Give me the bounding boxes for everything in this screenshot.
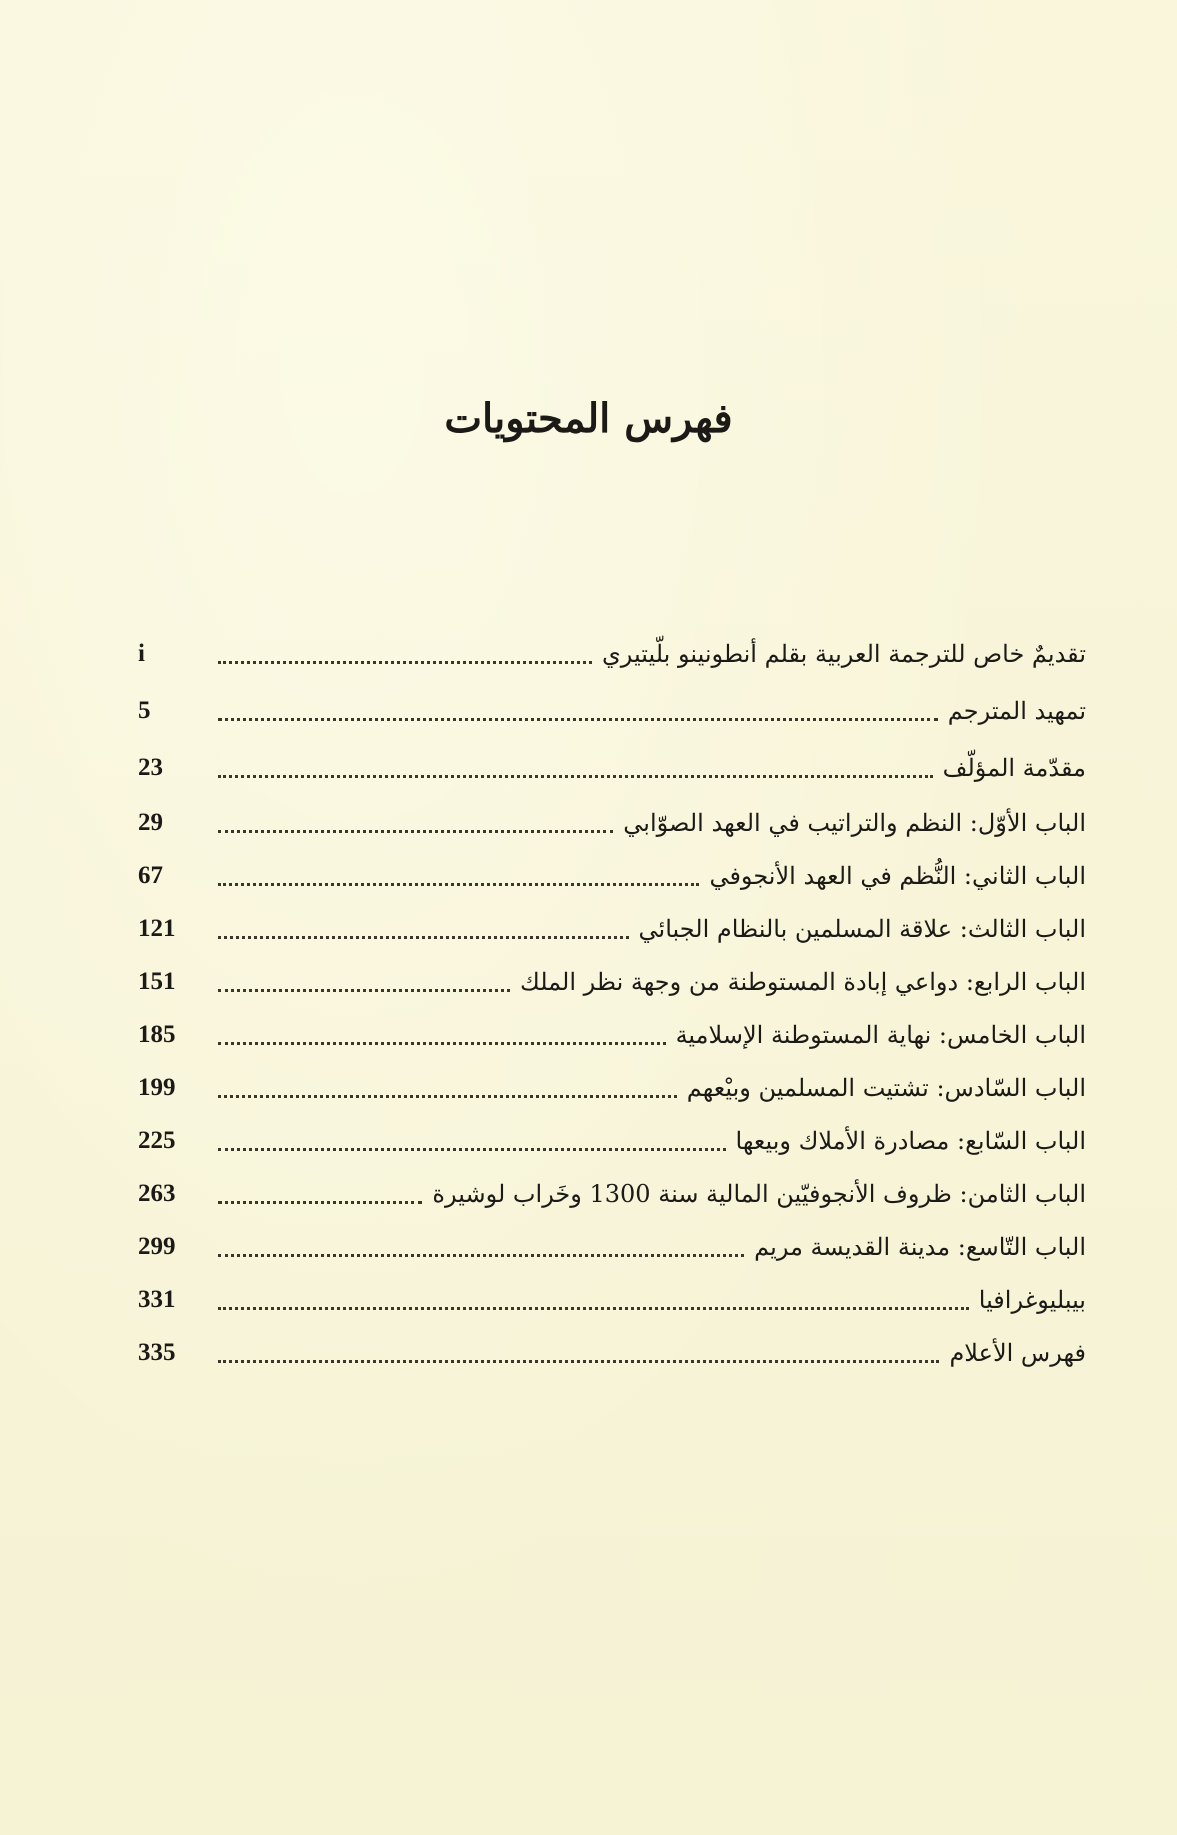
dot-leader xyxy=(218,830,613,833)
toc-entry-label: الباب الثالث: علاقة المسلمين بالنظام الجبائي xyxy=(638,914,1086,943)
toc-page-number: i xyxy=(138,639,145,667)
table-of-contents xyxy=(138,625,1086,1379)
dot-leader xyxy=(218,1307,969,1310)
toc-page-number: 299 xyxy=(138,1232,176,1260)
dot-leader xyxy=(218,1095,677,1098)
dot-leader xyxy=(218,1042,666,1045)
toc-page-number: 29 xyxy=(138,808,163,836)
toc-page-number: 67 xyxy=(138,861,163,889)
toc-entry-label: تمهيد المترجم xyxy=(947,696,1086,725)
toc-page-number: 331 xyxy=(138,1285,176,1313)
toc-entry xyxy=(138,1008,1086,1061)
toc-entry-label: الباب السّابع: مصادرة الأملاك وبيعها xyxy=(735,1126,1086,1155)
toc-entry-label: الباب الثامن: ظروف الأنجوفيّين المالية سنة 1300 وخَراب لوشيرة xyxy=(432,1179,1086,1208)
toc-entry-label: الباب التّاسع: مدينة القديسة مريم xyxy=(754,1232,1086,1261)
toc-entry xyxy=(138,955,1086,1008)
toc-entry-label: تقديمٌ خاص للترجمة العربية بقلم أنطونينو بلّيتيري xyxy=(601,639,1086,668)
toc-page-number: 23 xyxy=(138,753,163,781)
toc-page-number: 151 xyxy=(138,967,176,995)
toc-entry xyxy=(138,739,1086,796)
toc-entry xyxy=(138,902,1086,955)
dot-leader xyxy=(218,883,699,886)
toc-entry xyxy=(138,1167,1086,1220)
toc-entry xyxy=(138,1220,1086,1273)
toc-entry-label: الباب الأوّل: النظم والتراتيب في العهد الصوّابي xyxy=(623,808,1086,837)
dot-leader xyxy=(218,1148,726,1151)
toc-entry-label: الباب الخامس: نهاية المستوطنة الإسلامية xyxy=(675,1020,1086,1049)
toc-entry-label: الباب السّادس: تشتيت المسلمين وبيْعهم xyxy=(686,1073,1086,1102)
dot-leader xyxy=(218,989,510,992)
toc-entry-label: الباب الثاني: النُّظم في العهد الأنجوفي xyxy=(709,861,1086,890)
toc-page-number: 121 xyxy=(138,914,176,942)
toc-entry xyxy=(138,1114,1086,1167)
toc-entry xyxy=(138,1326,1086,1379)
toc-entry xyxy=(138,796,1086,849)
toc-page-number: 263 xyxy=(138,1179,176,1207)
dot-leader xyxy=(218,718,938,721)
toc-page-number: 5 xyxy=(138,696,151,724)
toc-entry-label: بيبليوغرافيا xyxy=(978,1285,1086,1314)
dot-leader xyxy=(218,1360,939,1363)
toc-entry xyxy=(138,1061,1086,1114)
toc-entry-label: الباب الرابع: دواعي إبادة المستوطنة من وجهة نظر الملك xyxy=(519,967,1086,996)
page-title: فهرس المحتويات xyxy=(444,395,733,442)
toc-page-number: 199 xyxy=(138,1073,176,1101)
dot-leader xyxy=(218,1254,744,1257)
dot-leader xyxy=(218,1201,422,1204)
toc-entry xyxy=(138,1273,1086,1326)
toc-entry-label: فهرس الأعلام xyxy=(949,1338,1086,1367)
toc-entry-label: مقدّمة المؤلّف xyxy=(942,753,1086,782)
toc-entry xyxy=(138,625,1086,682)
toc-page-number: 225 xyxy=(138,1126,176,1154)
dot-leader xyxy=(218,661,592,664)
dot-leader xyxy=(218,775,933,778)
dot-leader xyxy=(218,936,629,939)
toc-entry xyxy=(138,682,1086,739)
toc-page-number: 335 xyxy=(138,1338,176,1366)
toc-page-number: 185 xyxy=(138,1020,176,1048)
toc-entry xyxy=(138,849,1086,902)
